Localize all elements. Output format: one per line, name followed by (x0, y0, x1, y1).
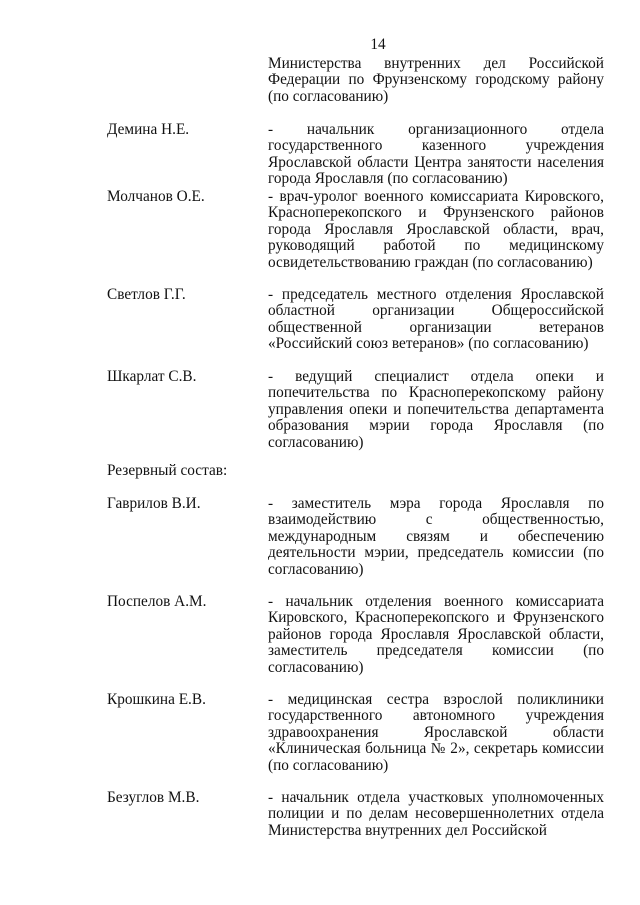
reserve-member-description: - медицинская сестра взрослой поликлиники государственного автономного учреждения здравоохранения Ярославской области «Клиническая больница № 2», секретарь комиссии (по согласованию) (268, 691, 604, 774)
member-description: - врач-уролог военного комиссариата Кировского, Красноперекопского и Фрунзенского районов города Ярославля Ярославской области, врач, руководящий работой по медицинскому освидетельствованию граждан (по согласованию) (268, 188, 604, 271)
member-description: - начальник организационного отдела государственного казенного учреждения Ярославской области Центра занятости населения города Ярославля (по согласованию) (268, 121, 604, 188)
reserve-member-description: - начальник отделения военного комиссариата Кировского, Красноперекопского и Фрунзенского районов города Ярославля Ярославской области, заместитель председателя комиссии (по согласованию) (268, 593, 604, 676)
reserve-member-name: Безуглов М.В. (107, 789, 200, 806)
reserve-section-title: Резервный состав: (107, 462, 228, 479)
reserve-member-description: - начальник отдела участковых уполномоченных полиции и по делам несовершеннолетних отдела Министерства внутренних дел Российской (268, 789, 604, 839)
member-description: - председатель местного отделения Ярославской областной организации Общероссийской общественной организации ветеранов «Российский союз ветеранов» (по согласованию) (268, 286, 604, 353)
member-description: - ведущий специалист отдела опеки и попечительства по Красноперекопскому району управления опеки и попечительства департамента образования мэрии города Ярославля (по согласованию) (268, 368, 604, 451)
member-name: Светлов Г.Г. (107, 286, 186, 303)
continuation-text: Министерства внутренних дел Российской Федерации по Фрунзенскому городскому району (по согласованию) (268, 55, 604, 105)
reserve-member-name: Гаврилов В.И. (107, 495, 201, 512)
page-number: 14 (370, 36, 386, 53)
member-name: Демина Н.Е. (107, 121, 190, 138)
reserve-member-name: Поспелов А.М. (107, 593, 207, 610)
reserve-member-description: - заместитель мэра города Ярославля по взаимодействию с общественностью, международным связям и обеспечению деятельности мэрии, председатель комиссии (по согласованию) (268, 495, 604, 578)
member-name: Шкарлат С.В. (107, 368, 197, 385)
member-name: Молчанов О.Е. (107, 188, 205, 205)
reserve-member-name: Крошкина Е.В. (107, 691, 206, 708)
